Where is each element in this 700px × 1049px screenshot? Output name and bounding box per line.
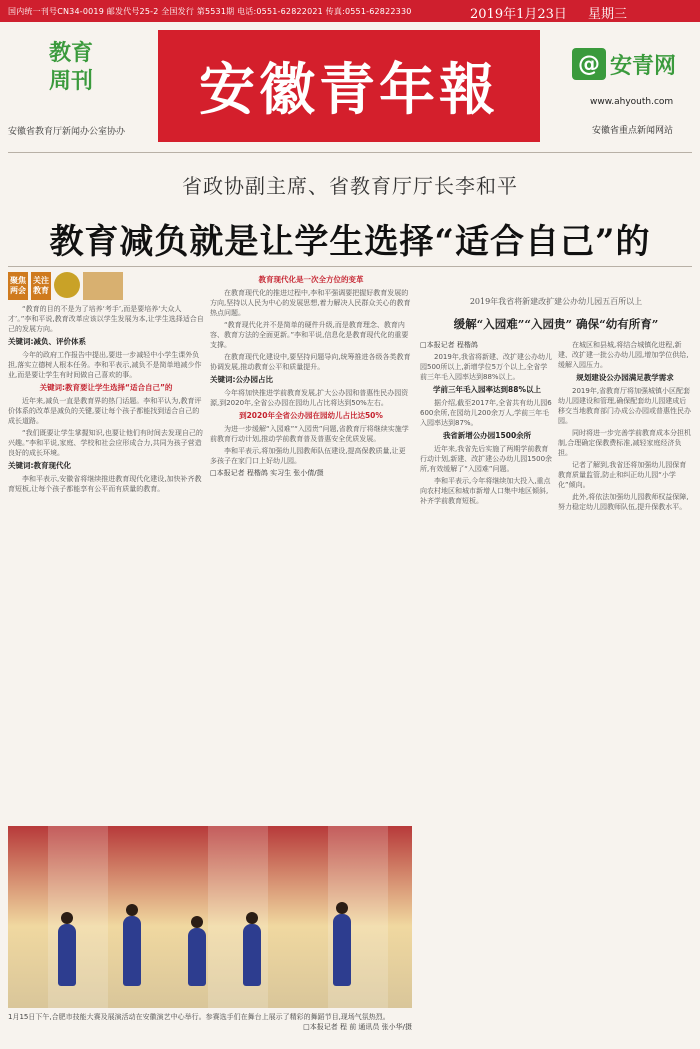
section-heading: 学前三年毛入园率达到88%以上	[433, 385, 541, 394]
byline: □本报记者 程楷鸽 实习生 张小倩/摄	[210, 469, 324, 477]
dancer-figure	[188, 928, 206, 986]
paragraph: 2019年,我省将新建、改扩建公办幼儿园500所以上,新增学位5万个以上,全省学前三年毛入园率达到88%以上。	[420, 353, 553, 381]
stage-light	[48, 826, 108, 1008]
article-column-2	[210, 272, 412, 820]
article-column-4	[558, 340, 692, 1040]
badge-education: 关注教育	[31, 272, 51, 300]
site-url: www.ahyouth.com	[590, 97, 674, 107]
article-column-1	[8, 304, 204, 816]
brand-name: 安青网	[610, 52, 677, 79]
section-heading: 关键词:减负、评价体系	[8, 337, 86, 346]
header-divider	[8, 152, 692, 153]
photo-credit: □本报记者 程 前 通讯员 张小华/摄	[303, 1023, 412, 1031]
photo-caption-text: 1月15日下午,合肥市技能大赛及展演活动在安徽演艺中心举行。参赛选手们在舞台上展示了精彩的舞蹈节目,现场气氛热烈。	[8, 1013, 390, 1021]
weekly-label-line1: 教育	[48, 41, 93, 66]
issue-date: 2019年1月23日	[470, 7, 567, 22]
paragraph: 为进一步缓解“入园难”“入园贵”问题,省教育厅将继续实施学前教育行动计划,推动学前教育普及普惠安全优质发展。	[210, 425, 409, 443]
paragraph: 2019年,省教育厅将加强城镇小区配套幼儿园建设和管理,确保配套幼儿园建成后移交当地教育部门办成公办园或普惠性民办园。	[558, 387, 691, 425]
masthead-title: 安徽青年報	[199, 57, 499, 123]
section-heading: 到2020年全省公办园在园幼儿占比达50%	[239, 411, 383, 420]
paragraph: 据介绍,截至2017年,全省共有幼儿园6600余所,在园幼儿200余万人,学前三年毛入园率达到87%。	[420, 399, 552, 427]
sidebar-kicker: 2019年我省将新建改扩建公办幼儿园五百所以上	[469, 297, 643, 306]
paragraph: 在教育现代化建设中,要坚持问题导向,统筹推进各级各类教育协调发展,推动教育公平和质量提升。	[210, 353, 411, 371]
issue-info: 国内统一刊号CN34-0019 邮发代号25-2 全国发行 第5531期 电话:0551-62822021 传真:0551-62822330	[8, 7, 412, 16]
weekly-label-line2: 周刊	[48, 69, 93, 94]
top-bar	[0, 0, 700, 22]
paragraph: 同时将进一步完善学前教育成本分担机制,合理确定保教费标准,减轻家庭经济负担。	[558, 429, 691, 457]
byline: □本报记者 程楷鸽	[420, 341, 478, 349]
meeting-photo-thumb	[83, 272, 123, 300]
dancer-figure	[123, 916, 141, 986]
article-subtitle: 省政协副主席、省教育厅厅长李和平	[182, 174, 518, 198]
paragraph: 李和平表示,安徽省将继续推进教育现代化建设,加快补齐教育短板,让每个孩子都能享有公平而有质量的教育。	[8, 475, 202, 493]
section-heading: 教育现代化是一次全方位的变革	[258, 275, 364, 284]
paragraph: “我们既要让学生掌握知识,也要让他们有时间去发现自己的兴趣。”李和平说,家庭、学校和社会应形成合力,共同为孩子营造良好的成长环境。	[8, 429, 203, 457]
news-photo	[8, 826, 412, 1008]
headline-divider	[8, 266, 692, 267]
sponsor-line: 安徽省教育厅新闻办公室协办	[8, 127, 126, 137]
section-heading: 我省新增公办园1500余所	[442, 431, 532, 440]
sidebar-title: 缓解“入园难”“入园贵” 确保“幼有所育”	[453, 317, 659, 331]
article-column-3	[420, 340, 554, 1040]
site-org: 安徽省重点新闻网站	[592, 126, 674, 136]
paragraph: 李和平表示,今年将继续加大投入,重点向农村地区和城市新增人口集中地区倾斜,补齐学前教育短板。	[420, 477, 551, 505]
article-headline: 教育减负就是让学生选择“适合自己”的	[49, 222, 651, 262]
paragraph: 在教育现代化的推进过程中,李和平强调要把握好教育发展的方向,坚持以人民为中心的发展思想,着力解决人民群众关心的教育热点问题。	[210, 289, 411, 317]
badge-focus: 聚焦两会	[8, 272, 28, 300]
paragraph: 近年来,减负一直是教育界的热门话题。李和平认为,教育评价体系的改革是减负的关键,要让每个孩子都能找到适合自己的成长道路。	[8, 397, 202, 425]
paragraph: 近年来,我省先后实施了两期学前教育行动计划,新建、改扩建公办幼儿园1500余所,有效缓解了“入园难”问题。	[420, 445, 553, 473]
dancer-figure	[243, 924, 261, 986]
photo-caption	[8, 1012, 412, 1032]
section-heading: 关键词:教育要让学生选择“适合自己”的	[39, 383, 173, 392]
paragraph: 今年将加快推进学前教育发展,扩大公办园和普惠性民办园资源,到2020年,全省公办园在园幼儿占比将达到50%左右。	[210, 389, 409, 407]
paragraph: 在城区和县城,将结合城镇化进程,新建、改扩建一批公办幼儿园,增加学位供给,缓解入园压力。	[558, 341, 689, 369]
weekly-label	[38, 40, 104, 96]
issue-weekday: 星期三	[588, 7, 628, 22]
paragraph: 今年的政府工作报告中提出,要进一步减轻中小学生课外负担,落实立德树人根本任务。李和平表示,减负不是简单地减少作业,而是要让学生有时间做自己喜欢的事。	[8, 351, 202, 379]
masthead	[158, 30, 540, 142]
at-icon: @	[572, 48, 606, 80]
section-heading: 关键词:教育现代化	[8, 461, 71, 470]
topic-badges	[8, 272, 123, 300]
paragraph: 李和平表示,将加强幼儿园教师队伍建设,提高保教质量,让更多孩子在家门口上好幼儿园。	[210, 447, 406, 465]
section-heading: 关键词:公办园占比	[210, 375, 273, 384]
section-heading: 规划建设公办园满足教学需求	[576, 373, 674, 382]
emblem-icon	[54, 272, 80, 298]
paragraph: 记者了解到,我省还将加强幼儿园保育教育质量监管,防止和纠正幼儿园“小学化”倾向。	[558, 461, 687, 489]
paragraph: 此外,将依法加强幼儿园教师权益保障,努力稳定幼儿园教师队伍,提升保教水平。	[558, 493, 689, 511]
brand-logo	[572, 48, 676, 80]
dancer-figure	[333, 914, 351, 986]
paragraph: “教育的目的不是为了培养‘考手’,而是要培养‘大众人才’。”李和平说,教育改革应该以学生发展为本,让学生选择适合自己的发展方向。	[8, 305, 204, 333]
dancer-figure	[58, 924, 76, 986]
paragraph: “教育现代化并不是简单的硬件升级,而是教育理念、教育内容、教育方法的全面更新。”李和平说,信息化是教育现代化的重要支撑。	[210, 321, 409, 349]
